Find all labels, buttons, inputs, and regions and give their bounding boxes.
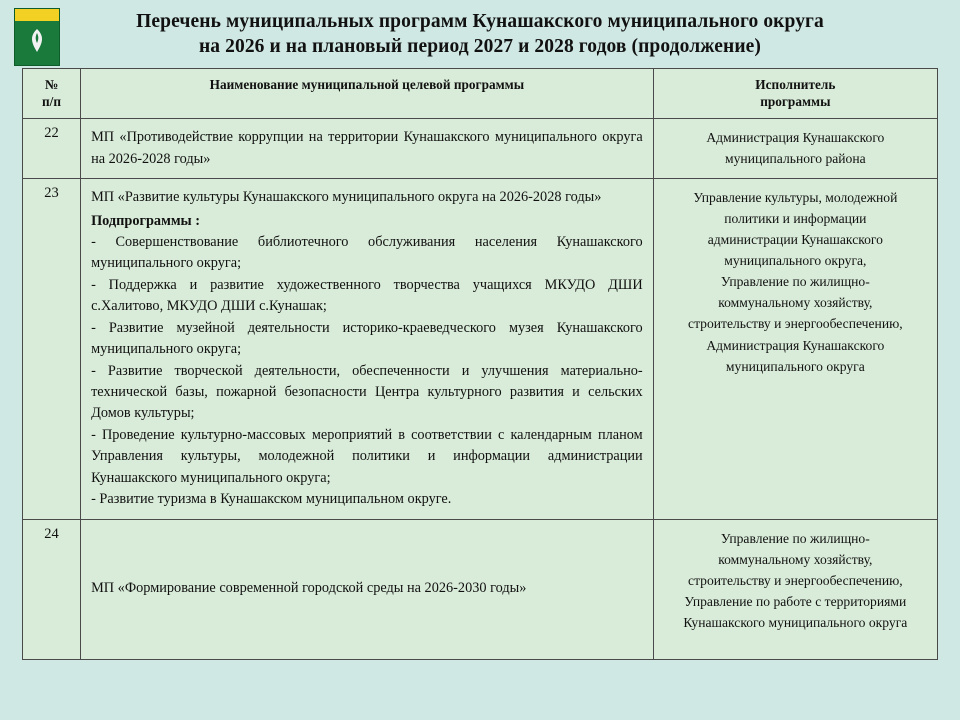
program-intro: МП «Развитие культуры Кунашакского муниципального округа на 2026-2028 годы»	[91, 189, 602, 206]
table-row	[23, 519, 938, 659]
table-row	[23, 179, 938, 520]
executor-line: политики и информации	[724, 211, 867, 227]
executor-line: Администрация Кунашакского	[706, 130, 885, 146]
executor-line: муниципального района	[725, 151, 866, 167]
row-number: 24	[23, 519, 81, 659]
subprogram-item: - Совершенствование библиотечного обслуживания населения Кунашакского муниципального округа;	[91, 233, 643, 272]
column-header-executor-line2: программы	[760, 93, 831, 109]
column-header-program-name: Наименование муниципальной целевой программы	[81, 69, 654, 119]
title-line-2: на 2026 и на плановый период 2027 и 2028 годов (продолжение)	[198, 35, 762, 57]
row-number: 23	[23, 179, 81, 520]
executor-line: муниципального округа,	[724, 253, 867, 269]
executor-line: коммунальному хозяйству,	[718, 295, 873, 311]
executor-line: Администрация Кунашакского	[706, 337, 885, 353]
row-executor	[653, 119, 937, 179]
column-header-executor-line1: Исполнитель	[755, 77, 836, 92]
table-header	[23, 69, 938, 119]
executor-line: Управление по работе с территориями	[684, 593, 907, 609]
emblem-bird-icon	[26, 27, 48, 55]
row-program-name: МП «Формирование современной городской среды на 2026-2030 годы»	[81, 519, 654, 659]
kunashak-coat-of-arms-icon	[14, 8, 60, 66]
column-header-executor	[653, 69, 937, 119]
executor-line: администрации Кунашакского	[707, 232, 883, 248]
row-program-name	[81, 179, 654, 520]
page-title	[0, 0, 960, 64]
subprogram-item: - Проведение культурно-массовых мероприятий в соответствии с календарным планом Управления культуры, молодежной политики и информации администрации Кунашакского муниципального округа;	[91, 426, 643, 486]
row-executor	[653, 179, 937, 520]
executor-line: Управление по жилищно-	[720, 274, 870, 290]
table-row	[23, 119, 938, 179]
title-line-1: Перечень муниципальных программ Кунашакского муниципального округа	[136, 11, 824, 32]
subprogram-item: - Развитие музейной деятельности историко-краеведческого музея Кунашакского муниципального округа;	[91, 319, 643, 358]
table-header-row	[23, 69, 938, 119]
executor-line: Кунашакского муниципального округа	[683, 614, 908, 630]
executor-line: Управление культуры, молодежной	[693, 190, 898, 206]
executor-line: муниципального округа	[725, 358, 865, 374]
subprogram-item: - Поддержка и развитие художественного творчества учащихся МКУДО ДШИ с.Халитово, МКУДО ДШИ с.Кунашак;	[91, 276, 643, 315]
table-body	[23, 119, 938, 659]
subprogram-item: - Развитие творческой деятельности, обеспеченности и улучшения материально-технической базы, пожарной безопасности Центра культурного развития и сельских Домов культуры;	[91, 362, 643, 422]
subprograms-label: Подпрограммы :	[91, 212, 201, 229]
column-header-number	[23, 69, 81, 119]
programs-table	[22, 68, 938, 660]
executor-line: строительству и энергообеспечению,	[688, 572, 903, 588]
row-number: 22	[23, 119, 81, 179]
executor-line: коммунальному хозяйству,	[718, 551, 873, 567]
executor-line: строительству и энергообеспечению,	[688, 316, 903, 332]
column-header-number-line2: п/п	[42, 93, 62, 109]
column-header-number-line1: №	[44, 77, 59, 92]
executor-line: Управление по жилищно-	[720, 530, 870, 546]
subprogram-item: - Развитие туризма в Кунашакском муниципальном округе.	[91, 491, 452, 508]
row-program-name: МП «Противодействие коррупции на территории Кунашакского муниципального округа на 2026-2028 годы»	[81, 119, 654, 179]
row-executor	[653, 519, 937, 659]
emblem-top-band	[15, 9, 59, 21]
